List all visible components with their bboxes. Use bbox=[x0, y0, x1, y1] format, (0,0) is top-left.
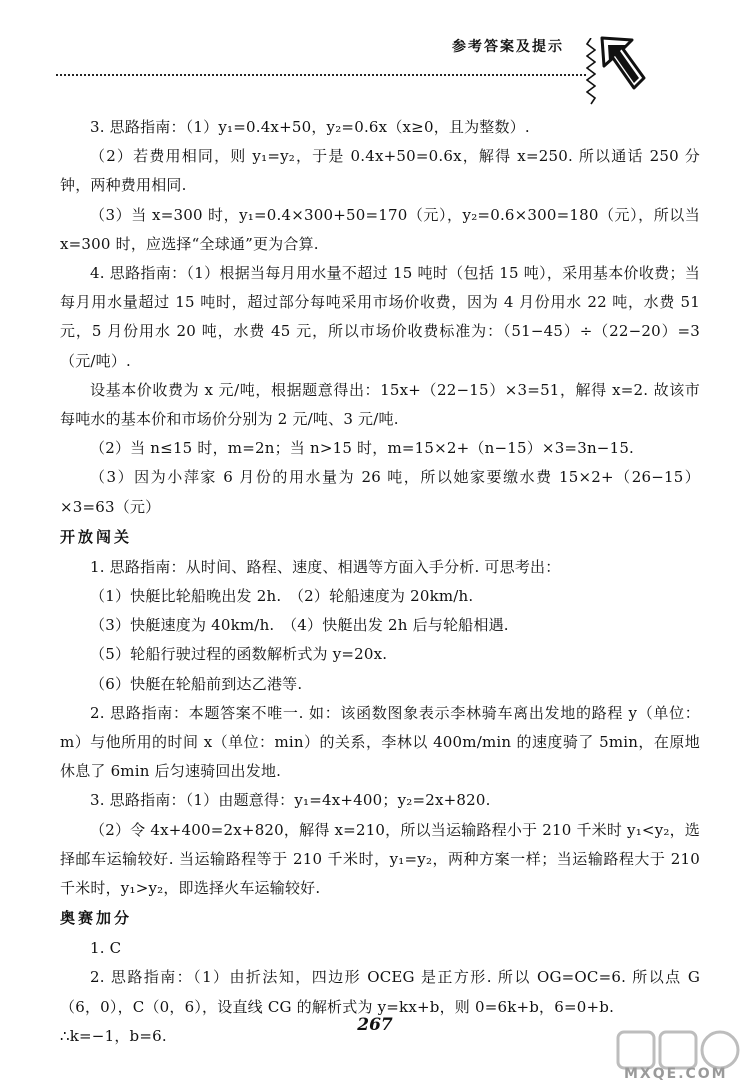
paragraph: 2. 思路指南：（1）由折法知，四边形 OCEG 是正方形. 所以 OG=OC=6. 所以点 G（6，0），C（0，6），设直线 CG 的解析式为 y=kx+b，则 0=6k+b，6=0+b. bbox=[60, 968, 700, 1016]
section-heading: 开放闯关 bbox=[60, 527, 133, 546]
paragraph: （6）快艇在轮船前到达乙港等. bbox=[90, 674, 303, 693]
paragraph: 2. 思路指南：本题答案不唯一. 如：该函数图象表示李林骑车离出发地的路程 y（单位：m）与他所用的时间 x（单位：min）的关系，李林以 400m/min 的速度骑了 5min，在原地休息了 6min 后匀速骑回出发地. bbox=[60, 703, 700, 781]
zigzag-border bbox=[586, 38, 596, 108]
paragraph: （3）当 x=300 时，y₁=0.4×300+50=170（元），y₂=0.6×300=180（元），所以当 x=300 时，应选择“全球通”更为合算. bbox=[60, 205, 700, 253]
paragraph: 3. 思路指南：（1）由题意得：y₁=4x+400；y₂=2x+820. bbox=[90, 791, 491, 810]
watermark-text: MXQE.COM bbox=[624, 1066, 728, 1082]
header-divider bbox=[56, 74, 586, 76]
paragraph: ∴k=−1，b=6. bbox=[60, 1026, 167, 1045]
paragraph: 3. 思路指南：（1）y₁=0.4x+50，y₂=0.6x（x≥0，且为整数）. bbox=[90, 118, 530, 136]
paragraph: （2）若费用相同，则 y₁=y₂，于是 0.4x+50=0.6x，解得 x=250. 所以通话 250 分钟，两种费用相同. bbox=[60, 147, 700, 195]
arrow-icon bbox=[598, 34, 648, 98]
page-number: 267 bbox=[357, 1015, 393, 1035]
answer-content bbox=[60, 113, 700, 1051]
paragraph: 1. 思路指南：从时间、路程、速度、相遇等方面入手分析. 可思考出： bbox=[90, 557, 561, 576]
paragraph: （2）令 4x+400=2x+820，解得 x=210，所以当运输路程小于 210 千米时 y₁<y₂，选择邮车运输较好. 当运输路程等于 210 千米时，y₁=y₂，两种方案一样；当运输路程大于 210 千米时，y₁>y₂，即选择火车运输较好. bbox=[60, 820, 700, 898]
paragraph: （2）当 n≤15 时，m=2n；当 n>15 时，m=15×2+（n−15）×3=3n−15. bbox=[90, 439, 635, 458]
paragraph: （5）轮船行驶过程的函数解析式为 y=20x. bbox=[90, 645, 388, 664]
paragraph: 设基本价收费为 x 元/吨，根据题意得出：15x+（22−15）×3=51，解得 x=2. 故该市每吨水的基本价和市场价分别为 2 元/吨、3 元/吨. bbox=[60, 380, 700, 429]
paragraph: （3）快艇速度为 40km/h. （4）快艇出发 2h 后与轮船相遇. bbox=[90, 616, 509, 635]
paragraph: （3）因为小萍家 6 月份的用水量为 26 吨，所以她家要缴水费 15×2+（26−15）×3=63（元） bbox=[60, 468, 700, 516]
header-title: 参考答案及提示 bbox=[452, 39, 564, 55]
section-heading: 奥赛加分 bbox=[60, 909, 133, 928]
paragraph: （1）快艇比轮船晚出发 2h. （2）轮船速度为 20km/h. bbox=[90, 587, 474, 606]
paragraph: 4. 思路指南：（1）根据当每月用水量不超过 15 吨时（包括 15 吨），采用基本价收费；当每月用水量超过 15 吨时，超过部分每吨采用市场价收费，因为 4 月份用水 22 吨，水费 51 元，5 月份用水 20 吨，水费 45 元，所以市场价收费标准为：（51−45）÷（22−20）=3（元/吨）. bbox=[60, 264, 700, 370]
paragraph: 1. C bbox=[90, 939, 122, 958]
